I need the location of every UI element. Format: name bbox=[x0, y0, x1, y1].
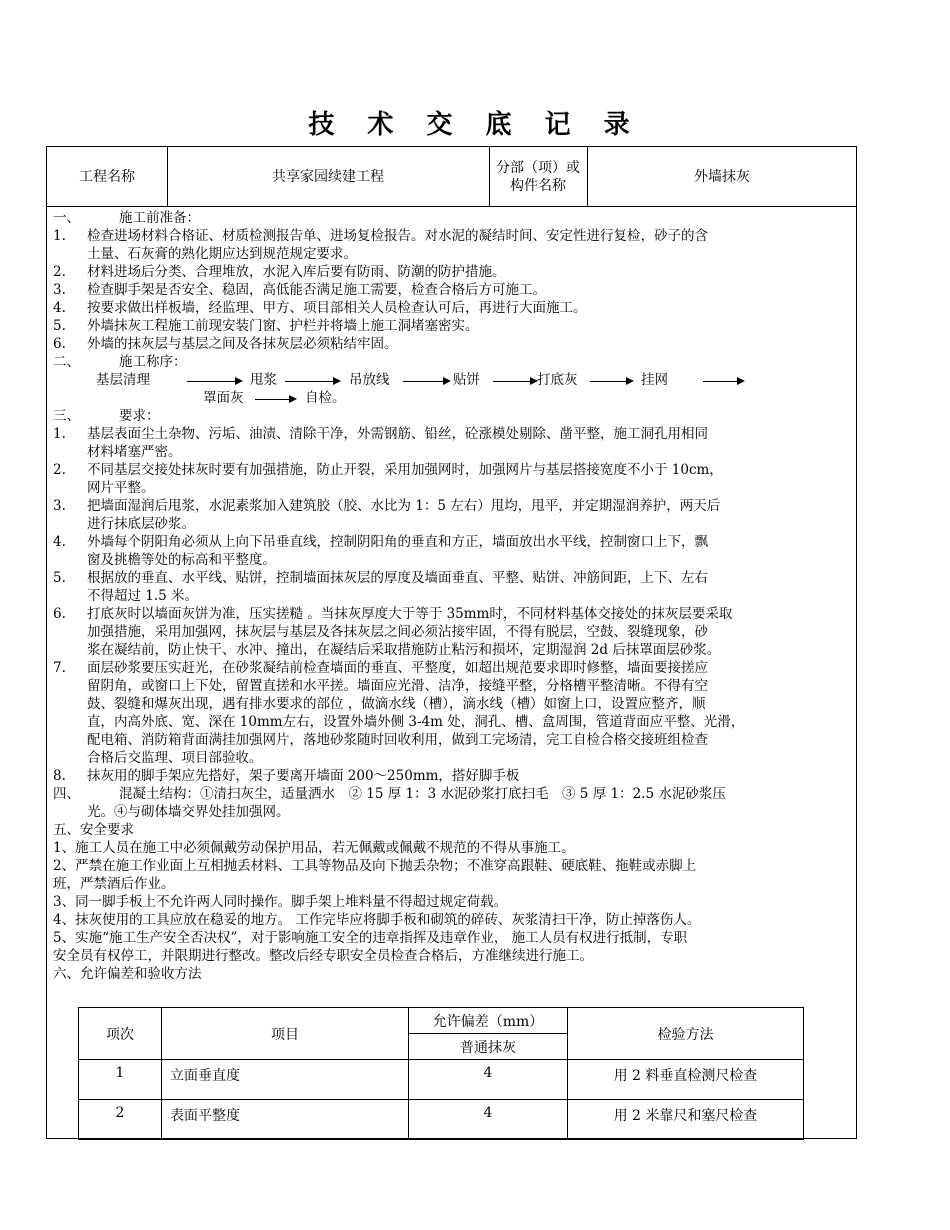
list-item-text: 不同基层交接处抹灰时要有加强措施，防止开裂，采用加强网时，加强网片与基层搭接宽度不小于 10cm， bbox=[87, 462, 723, 478]
cell-index: 1 bbox=[79, 1060, 162, 1100]
cell-item: 表面平整度 bbox=[162, 1100, 409, 1140]
arrow-right-icon bbox=[493, 381, 536, 382]
cell-tolerance: 4 bbox=[409, 1060, 568, 1100]
list-item-line bbox=[53, 461, 855, 479]
list-item-line bbox=[53, 263, 855, 281]
list-item-line bbox=[53, 245, 855, 263]
page-title: 技 术 交 底 记 录 bbox=[308, 110, 642, 140]
list-item-line bbox=[53, 299, 855, 317]
part-label-line-1: 分部（项）或 bbox=[496, 159, 580, 176]
list-item-line bbox=[53, 713, 855, 731]
flow-step: 打底灰 bbox=[537, 372, 578, 388]
flow-step: 挂网 bbox=[641, 372, 668, 388]
list-item-text: 面层砂浆要压实赶光，在砂浆凝结前检查墙面的垂直、平整度，如超出规范要求即时修整，墙面要接搓应 bbox=[87, 660, 708, 676]
process-flow-row-2 bbox=[53, 389, 855, 407]
safety-line: 5、实施“施工生产安全否决权”，对于影响施工安全的违章指挥及违章作业， 施工人员有权进行抵制，专职 bbox=[53, 930, 688, 946]
list-item-line bbox=[53, 425, 855, 443]
arrow-right-icon bbox=[703, 381, 743, 382]
list-item-line bbox=[53, 641, 855, 659]
col-header-item: 项目 bbox=[162, 1008, 409, 1060]
section-heading: 三、 要求： bbox=[53, 408, 160, 424]
list-item-line bbox=[53, 623, 855, 641]
header-row bbox=[47, 147, 856, 207]
flow-step: 贴饼 bbox=[453, 372, 480, 388]
list-item-number: 5. bbox=[53, 318, 66, 334]
list-item-text: 基层表面尘土杂物、污垢、油渍、清除干净，外需钢筋、铅丝，砼涨模处剔除、凿平整，施工洞孔用相同 bbox=[87, 426, 708, 442]
flow-step: 罩面灰 bbox=[203, 390, 244, 406]
list-item-text: 合格后交监理、项目部验收。 bbox=[87, 750, 263, 766]
list-item-line bbox=[53, 335, 855, 353]
col-header-method: 检验方法 bbox=[568, 1008, 804, 1060]
list-item-text: 窗及挑檐等处的标高和平整度。 bbox=[87, 552, 276, 568]
list-item-text: 土量、石灰膏的熟化期应达到规范规定要求。 bbox=[87, 246, 357, 262]
list-item-line bbox=[53, 281, 855, 299]
cell-tolerance: 4 bbox=[409, 1100, 568, 1140]
col-header-tolerance: 允许偏差（mm） bbox=[409, 1008, 568, 1034]
list-item-text: 打底灰时以墙面灰饼为准，压实搓糙 。当抹灰厚度大于等于 35mm时，不同材料基体交接处的抹灰层要采取 bbox=[87, 606, 733, 622]
flow-step: 甩浆 bbox=[250, 372, 277, 388]
part-value: 外墙抹灰 bbox=[694, 168, 750, 185]
list-item-line bbox=[53, 731, 855, 749]
list-item-line bbox=[53, 587, 855, 605]
list-item-line bbox=[53, 227, 855, 245]
list-item-number: 6. bbox=[53, 606, 66, 622]
list-item-line bbox=[53, 317, 855, 335]
list-item-line bbox=[53, 695, 855, 713]
record-frame bbox=[46, 146, 857, 1139]
tolerance-table bbox=[78, 1007, 804, 1140]
safety-line: 安全员有权停工，并限期进行整改。整改后经专职安全员检查合格后，方准继续进行施工。 bbox=[53, 948, 593, 964]
arrow-right-icon bbox=[187, 381, 241, 382]
project-value: 共享家园续建工程 bbox=[272, 168, 384, 185]
list-item-line bbox=[53, 677, 855, 695]
list-item-number: 7. bbox=[53, 660, 66, 676]
list-item-line bbox=[53, 659, 855, 677]
list-item-line bbox=[53, 497, 855, 515]
list-item-number: 6. bbox=[53, 336, 66, 352]
list-item-text: 鼓、裂缝和爆灰出现，遇有排水要求的部位 ，做滴水线（槽），滴水线（槽）如窗上口，设置应整齐，顺 bbox=[87, 696, 706, 712]
list-item-text: 外墙的抹灰层与基层之间及各抹灰层必须粘结牢固。 bbox=[87, 336, 398, 352]
list-item-number: 4. bbox=[53, 300, 66, 316]
table-row bbox=[79, 1060, 804, 1100]
safety-line: 4、抹灰使用的工具应放在稳妥的地方。 工作完毕应将脚手板和砌筑的碎砖、灰浆清扫干净，防止掉落伤人。 bbox=[53, 912, 701, 928]
col-header-index: 项次 bbox=[79, 1008, 162, 1060]
list-item-line bbox=[53, 749, 855, 767]
list-item-number: 8. bbox=[53, 768, 66, 784]
section-heading: 一、 施工前准备： bbox=[53, 210, 200, 226]
list-item-text: 检查脚手架是否安全、稳固，高低能否满足施工需要，检查合格后方可施工。 bbox=[87, 282, 546, 298]
flow-step: 自检。 bbox=[305, 390, 346, 406]
list-item-line bbox=[53, 569, 855, 587]
list-item-text: 加强措施，采用加强网，抹灰层与基层及各抹灰层之间必须沾接牢固，不得有脱层，空鼓、裂缝现象，砂 bbox=[87, 624, 708, 640]
list-item-text: 浆在凝结前，防止快干、水冲、撞出，在凝结后采取措施防止粘污和损坏，定期湿润 2d 后抹罩面层砂浆。 bbox=[87, 642, 721, 658]
list-item-number: 1. bbox=[53, 426, 66, 442]
list-item-text: 不得超过 1.5 米。 bbox=[87, 588, 199, 604]
list-item-line bbox=[53, 443, 855, 461]
cell-method: 用 2 米靠尺和塞尺检查 bbox=[568, 1100, 804, 1140]
list-item-text: 进行抹底层砂浆。 bbox=[87, 516, 195, 532]
cell-item: 立面垂直度 bbox=[162, 1060, 409, 1100]
list-item-number: 5. bbox=[53, 570, 66, 586]
list-item-number: 1. bbox=[53, 228, 66, 244]
list-item-text: 外墙抹灰工程施工前现安装门窗、护栏并将墙上施工洞堵塞密实。 bbox=[87, 318, 479, 334]
list-item-text: 检查进场材料合格证、材质检测报告单、进场复检报告。对水泥的凝结时间、安定性进行复检，砂子的含 bbox=[87, 228, 708, 244]
section-heading: 五、安全要求 bbox=[53, 822, 134, 838]
col-header-tolerance-sub: 普通抹灰 bbox=[409, 1034, 568, 1060]
section-heading: 二、 施工称序： bbox=[53, 354, 187, 370]
list-item-line bbox=[53, 551, 855, 569]
cell-index: 2 bbox=[79, 1100, 162, 1140]
list-item-text: 把墙面湿润后甩浆，水泥素浆加入建筑胶（胶、水比为 1：5 左右）甩均，甩平，并定期湿润养护，两天后 bbox=[87, 498, 721, 514]
list-item-text: 材料堵塞严密。 bbox=[87, 444, 182, 460]
list-item-number: 2. bbox=[53, 264, 66, 280]
list-item-text: 抹灰用的脚手架应先搭好，架子要离开墙面 200～250mm，搭好脚手板 bbox=[87, 768, 520, 784]
arrow-right-icon bbox=[590, 381, 632, 382]
safety-line: 班，严禁酒后作业。 bbox=[53, 876, 175, 892]
content-body bbox=[53, 209, 855, 983]
list-item-line bbox=[53, 479, 855, 497]
list-item-text: 外墙每个阴阳角必须从上向下吊垂直线，控制阴阳角的垂直和方正，墙面放出水平线，控制窗口上下，飘 bbox=[87, 534, 708, 550]
arrow-right-icon bbox=[285, 381, 339, 382]
list-item-text: 直，内高外底、宽、深在 10mm左右，设置外墙外侧 3-4m 处，洞孔、槽、盒周围，管道背面应平整、光滑， bbox=[87, 714, 745, 730]
list-item-text: 网片平整。 bbox=[87, 480, 155, 496]
list-item-text: 配电箱、消防箱背面满挂加强网片，落地砂浆随时回收利用，做到工完场清，完工自检合格交接班组检查 bbox=[87, 732, 708, 748]
list-item-text: 按要求做出样板墙，经监理、甲方、项目部相关人员检查认可后，再进行大面施工。 bbox=[87, 300, 587, 316]
part-label bbox=[489, 147, 587, 206]
list-item-text: 材料进场后分类、合理堆放，水泥入库后要有防雨、防潮的防护措施。 bbox=[87, 264, 506, 280]
project-label: 工程名称 bbox=[79, 168, 135, 185]
list-item-line bbox=[53, 605, 855, 623]
process-flow-row-1 bbox=[53, 371, 855, 389]
safety-line: 3、同一脚手板上不允许两人同时操作。脚手架上堆料量不得超过规定荷载。 bbox=[53, 894, 508, 910]
flow-step: 基层清理 bbox=[96, 372, 150, 388]
cell-method: 用 2 料垂直检测尺检查 bbox=[568, 1060, 804, 1100]
list-item-number: 2. bbox=[53, 462, 66, 478]
list-item-number: 4. bbox=[53, 534, 66, 550]
list-item-number: 3. bbox=[53, 282, 66, 298]
list-item-text: 留阴角，或窗口上下处，留置直搓和水平搓。墙面应光滑、洁净，接缝平整，分格槽平整清晰。不得有空 bbox=[87, 678, 708, 694]
list-item-text: 根据放的垂直、水平线、贴饼，控制墙面抹灰层的厚度及墙面垂直、平整、贴饼、冲筋间距，上下、左右 bbox=[87, 570, 708, 586]
arrow-right-icon bbox=[403, 381, 449, 382]
section-4-line-1: 四、 混凝土结构：①清扫灰尘，适量洒水 ② 15 厚 1：3 水泥砂浆打底扫毛 ③ 5 厚 1：2.5 水泥砂浆压 bbox=[53, 786, 726, 802]
list-item-number: 3. bbox=[53, 498, 66, 514]
section-heading: 六、允许偏差和验收方法 bbox=[53, 966, 202, 982]
section-4-line-2: 光。④与砌体墙交界处挂加强网。 bbox=[87, 804, 290, 820]
safety-line: 2、严禁在施工作业面上互相抛丢材料、工具等物品及向下抛丢杂物；不准穿高跟鞋、硬底鞋、拖鞋或赤脚上 bbox=[53, 858, 697, 874]
arrow-right-icon bbox=[255, 399, 295, 400]
safety-line: 1、施工人员在施工中必须佩戴劳动保护用品，若无佩戴或佩戴不规范的不得从事施工。 bbox=[53, 840, 575, 856]
list-item-line bbox=[53, 767, 855, 785]
list-item-line bbox=[53, 515, 855, 533]
part-label-line-2: 构件名称 bbox=[510, 177, 566, 194]
flow-step: 吊放线 bbox=[349, 372, 390, 388]
table-row bbox=[79, 1100, 804, 1140]
list-item-line bbox=[53, 533, 855, 551]
